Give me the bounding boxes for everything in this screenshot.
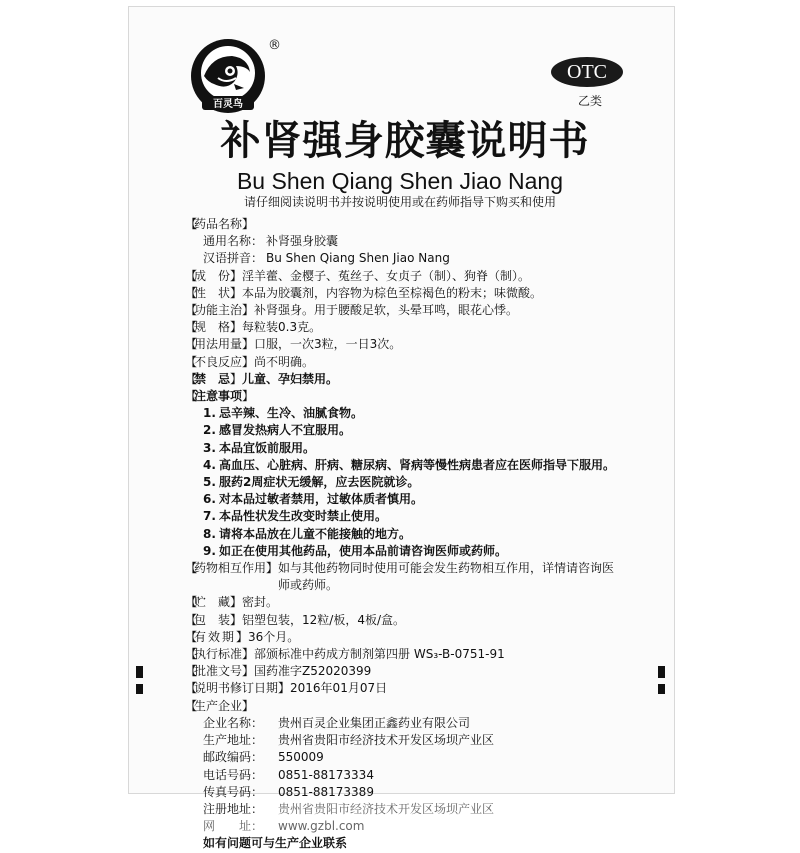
precaution-num: 8. — [203, 526, 216, 541]
standard-value: 部颁标准中药成方制剂第四册 WS₃-B-0751-91 — [254, 647, 505, 662]
precaution-text: 本品宜饭前服用。 — [219, 440, 316, 455]
phone-row — [185, 767, 645, 784]
indications-label: 功能主治 — [194, 303, 243, 318]
precaution-text: 本品性状发生改变时禁止使用。 — [219, 509, 388, 524]
validity-value: 36个月。 — [248, 629, 300, 644]
footer-row — [185, 835, 645, 852]
ingredients-label: 成 份 — [194, 268, 231, 283]
precaution-num: 3. — [203, 440, 216, 455]
drug-name-section — [185, 216, 645, 233]
contraindications-label: 禁 忌 — [194, 371, 231, 386]
precaution-item — [185, 440, 645, 457]
precaution-item — [185, 526, 645, 543]
package-value: 铝塑包装，12粒/板，4板/盒。 — [242, 612, 406, 627]
precaution-text: 忌辛辣、生冷、油腻食物。 — [219, 406, 364, 421]
validity-row: 【 有效期 】 36个月。 — [185, 629, 645, 646]
company-name-value: 贵州百灵企业集团正鑫药业有限公司 — [278, 715, 471, 730]
website-label: 网 址： — [203, 819, 264, 834]
package-label: 包 装 — [194, 612, 231, 627]
interactions-value: 如与其他药物同时使用可能会发生药物相互作用，详情请咨询医师或药师。 — [278, 561, 615, 593]
indications-row: 【 功能主治 】 补肾强身。用于腰酸足软，头晕耳鸣，眼花心悸。 — [185, 302, 645, 319]
properties-row: 【 性 状 】 本品为胶囊剂，内容物为棕色至棕褐色的粉末；味微酸。 — [185, 285, 645, 302]
phone-label: 电话号码： — [203, 767, 264, 782]
postcode-value: 550009 — [278, 750, 324, 765]
website-value: www.gzbl.com — [278, 819, 365, 834]
revision-label: 说明书修订日期 — [194, 681, 279, 696]
otc-badge: OTC — [551, 57, 623, 87]
specification-row: 【 规 格 】 每粒装0.3克。 — [185, 319, 645, 336]
dosage-row: 【 用法用量 】 口服，一次3粒，一日3次。 — [185, 336, 645, 353]
brand-logo — [190, 38, 266, 114]
pinyin-value: Bu Shen Qiang Shen Jiao Nang — [266, 251, 450, 266]
precaution-num: 5. — [203, 475, 216, 490]
storage-row: 【 贮 藏 】 密封。 — [185, 594, 645, 611]
registered-address-label: 注册地址： — [203, 801, 264, 816]
phone-value: 0851-88173334 — [278, 767, 374, 782]
pinyin-label: 汉语拼音： — [203, 251, 264, 266]
specification-label: 规 格 — [194, 320, 231, 335]
adverse-reactions-label: 不良反应 — [194, 354, 243, 369]
precaution-num: 4. — [203, 457, 216, 472]
dosage-value: 口服，一次3粒，一日3次。 — [254, 337, 402, 352]
precautions-label: 注意事项 — [194, 389, 243, 404]
otc-class-label: 乙类 — [578, 94, 603, 108]
postcode-label: 邮政编码： — [203, 750, 264, 765]
production-address-row — [185, 732, 645, 749]
approval-row: 【 批准文号 】 国药准字Z52020399 — [185, 663, 645, 680]
properties-label: 性 状 — [194, 285, 231, 300]
ingredients-value: 淫羊藿、金樱子、菟丝子、女贞子（制）、狗脊（制）。 — [242, 268, 531, 283]
precaution-item — [185, 474, 645, 491]
precautions-header: 【 注意事项 】 — [185, 388, 645, 405]
manufacturer-label: 生产企业 — [194, 698, 243, 713]
pinyin-row — [185, 250, 645, 267]
precaution-item — [185, 491, 645, 508]
registered-address-value: 贵州省贵阳市经济技术开发区场坝产业区 — [278, 801, 495, 816]
registration-mark-right-2 — [658, 684, 665, 694]
contraindications-value: 儿童、孕妇禁用。 — [242, 371, 339, 386]
fax-row — [185, 784, 645, 801]
approval-value: 国药准字Z52020399 — [254, 664, 372, 679]
brand-name-text: 百灵鸟 — [213, 99, 243, 110]
precaution-num: 2. — [203, 423, 216, 438]
precaution-text: 对本品过敏者禁用，过敏体质者慎用。 — [219, 492, 424, 507]
precaution-text: 服药2周症状无缓解，应去医院就诊。 — [219, 475, 420, 490]
standard-label: 执行标准 — [194, 647, 243, 662]
interactions-row: 【 药物相互作用 】 如与其他药物同时使用可能会发生药物相互作用，详情请咨询医师或药师。 — [185, 560, 645, 594]
company-name-label: 企业名称： — [203, 715, 264, 730]
bracket-open: 【 — [185, 217, 198, 231]
leaflet-body — [185, 216, 645, 853]
precaution-item — [185, 543, 645, 560]
manufacturer-header: 【 生产企业 】 — [185, 698, 645, 715]
approval-label: 批准文号 — [194, 664, 243, 679]
package-row: 【 包 装 】 铝塑包装，12粒/板，4板/盒。 — [185, 612, 645, 629]
production-address-label: 生产地址： — [203, 733, 264, 748]
generic-name-row — [185, 233, 645, 250]
precaution-text: 感冒发热病人不宜服用。 — [219, 423, 352, 438]
leaflet-title: 补肾强身胶囊说明书 — [220, 118, 590, 164]
revision-value: 2016年01月07日 — [290, 681, 388, 696]
precaution-item — [185, 508, 645, 525]
precaution-item — [185, 422, 645, 439]
interactions-label: 药物相互作用 — [194, 561, 267, 576]
contraindications-row: 【 禁 忌 】 儿童、孕妇禁用。 — [185, 371, 645, 388]
precaution-text: 高血压、心脏病、肝病、糖尿病、肾病等慢性病患者应在医师指导下服用。 — [219, 457, 616, 472]
postcode-row — [185, 749, 645, 766]
section-label: 药品名称 — [194, 217, 243, 231]
website-row — [185, 818, 645, 835]
precaution-item — [185, 457, 645, 474]
registration-mark-left-1 — [136, 666, 143, 678]
adverse-reactions-row: 【 不良反应 】 尚不明确。 — [185, 354, 645, 371]
contact-footer: 如有问题可与生产企业联系 — [203, 836, 348, 851]
production-address-value: 贵州省贵阳市经济技术开发区场坝产业区 — [278, 733, 495, 748]
revision-row: 【 说明书修订日期 】 2016年01月07日 — [185, 680, 645, 697]
validity-label: 有效期 — [194, 629, 237, 644]
properties-value: 本品为胶囊剂，内容物为棕色至棕褐色的粉末；味微酸。 — [242, 285, 543, 300]
precaution-num: 7. — [203, 509, 216, 524]
fax-label: 传真号码： — [203, 784, 264, 799]
specification-value: 每粒装0.3克。 — [242, 320, 322, 335]
precaution-text: 请将本品放在儿童不能接触的地方。 — [219, 526, 412, 541]
bracket-close: 】 — [242, 217, 255, 231]
precaution-num: 6. — [203, 492, 216, 507]
precaution-text: 如正在使用其他药品，使用本品前请咨询医师或药师。 — [219, 543, 508, 558]
precaution-item — [185, 405, 645, 422]
registered-mark: ® — [268, 38, 281, 53]
fax-value: 0851-88173389 — [278, 784, 374, 799]
storage-value: 密封。 — [242, 595, 279, 610]
company-name-row — [185, 715, 645, 732]
registered-address-row — [185, 801, 645, 818]
registration-mark-left-2 — [136, 684, 143, 694]
precaution-num: 1. — [203, 406, 216, 421]
generic-name-value: 补肾强身胶囊 — [266, 234, 339, 249]
indications-value: 补肾强身。用于腰酸足软，头晕耳鸣，眼花心悸。 — [254, 303, 519, 318]
precaution-num: 9. — [203, 543, 216, 558]
adverse-reactions-value: 尚不明确。 — [254, 354, 315, 369]
standard-row: 【 执行标准 】 部颁标准中药成方制剂第四册 WS₃-B-0751-91 — [185, 646, 645, 663]
usage-notice: 请仔细阅读说明书并按说明使用或在药师指导下购买和使用 — [243, 195, 556, 209]
dosage-label: 用法用量 — [194, 337, 243, 352]
generic-name-label: 通用名称： — [203, 234, 264, 249]
registration-mark-right-1 — [658, 666, 665, 678]
storage-label: 贮 藏 — [194, 595, 231, 610]
pinyin-title: Bu Shen Qiang Shen Jiao Nang — [236, 168, 564, 194]
ingredients-row: 【 成 份 】 淫羊藿、金樱子、菟丝子、女贞子（制）、狗脊（制）。 — [185, 268, 645, 285]
